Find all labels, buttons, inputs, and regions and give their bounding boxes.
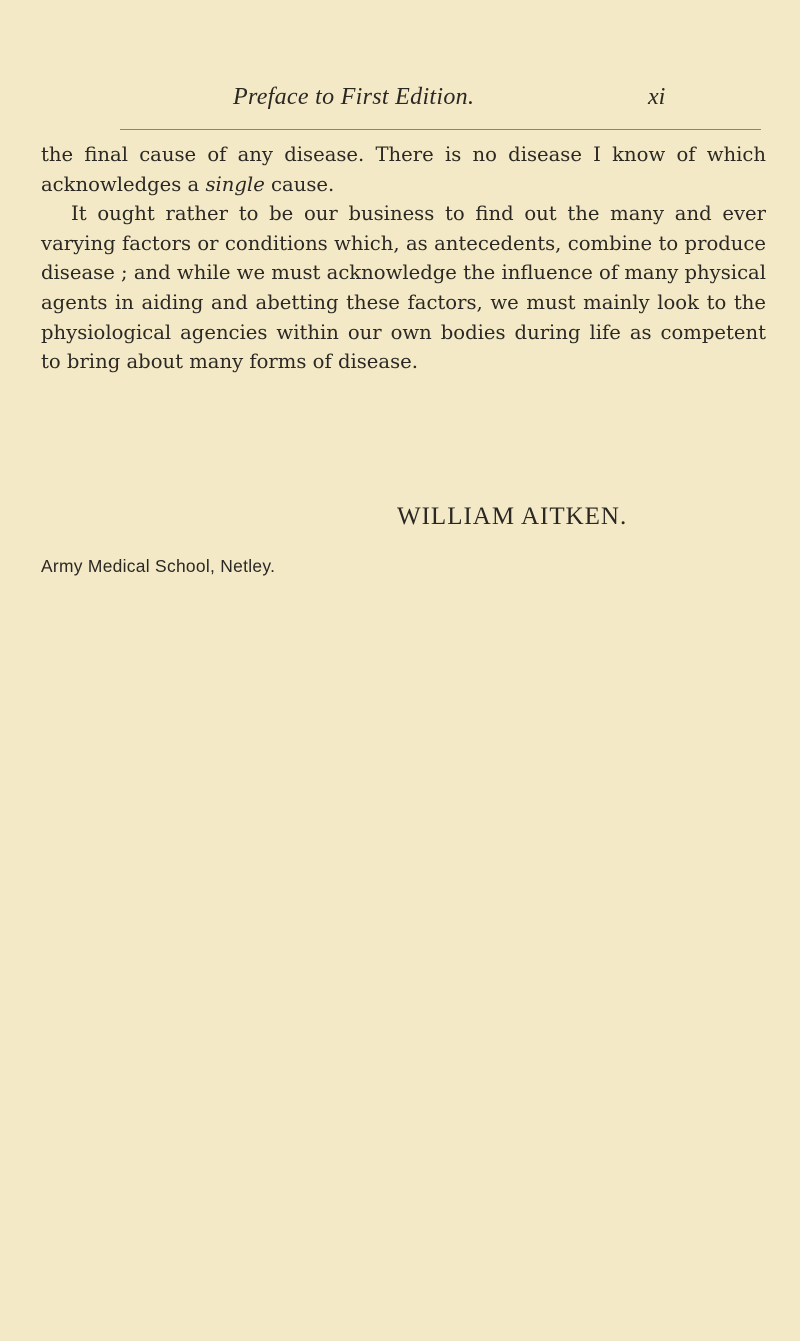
- paragraph-1-line-1: the final cause of any disease. There is no disease I: [41, 143, 601, 166]
- body-text: [41, 140, 766, 377]
- paragraph-1: [41, 140, 766, 199]
- running-title: Preface to First Edition.: [233, 84, 475, 110]
- page-number: xi: [648, 84, 666, 110]
- running-head: [120, 84, 760, 114]
- author-signature: WILLIAM AITKEN.: [397, 503, 628, 530]
- paragraph-2: It ought rather to be our business to find out the many and ever varying factors or conditions which, as antecedents, combine to produce disease ; and while we must acknowledge the influence of many physical agents in aiding and abetting these factors, we must mainly look to the physiological agencies within our own bodies during life as competent to bring about many forms of disease.: [41, 202, 766, 374]
- author-location: Army Medical School, Netley.: [41, 556, 276, 576]
- emphasis-word: single: [205, 172, 265, 196]
- paragraph-1-line-2-start: know of which acknowledges a: [41, 143, 766, 196]
- header-rule: [120, 129, 761, 130]
- paragraph-1-line-2-end: cause.: [264, 172, 335, 196]
